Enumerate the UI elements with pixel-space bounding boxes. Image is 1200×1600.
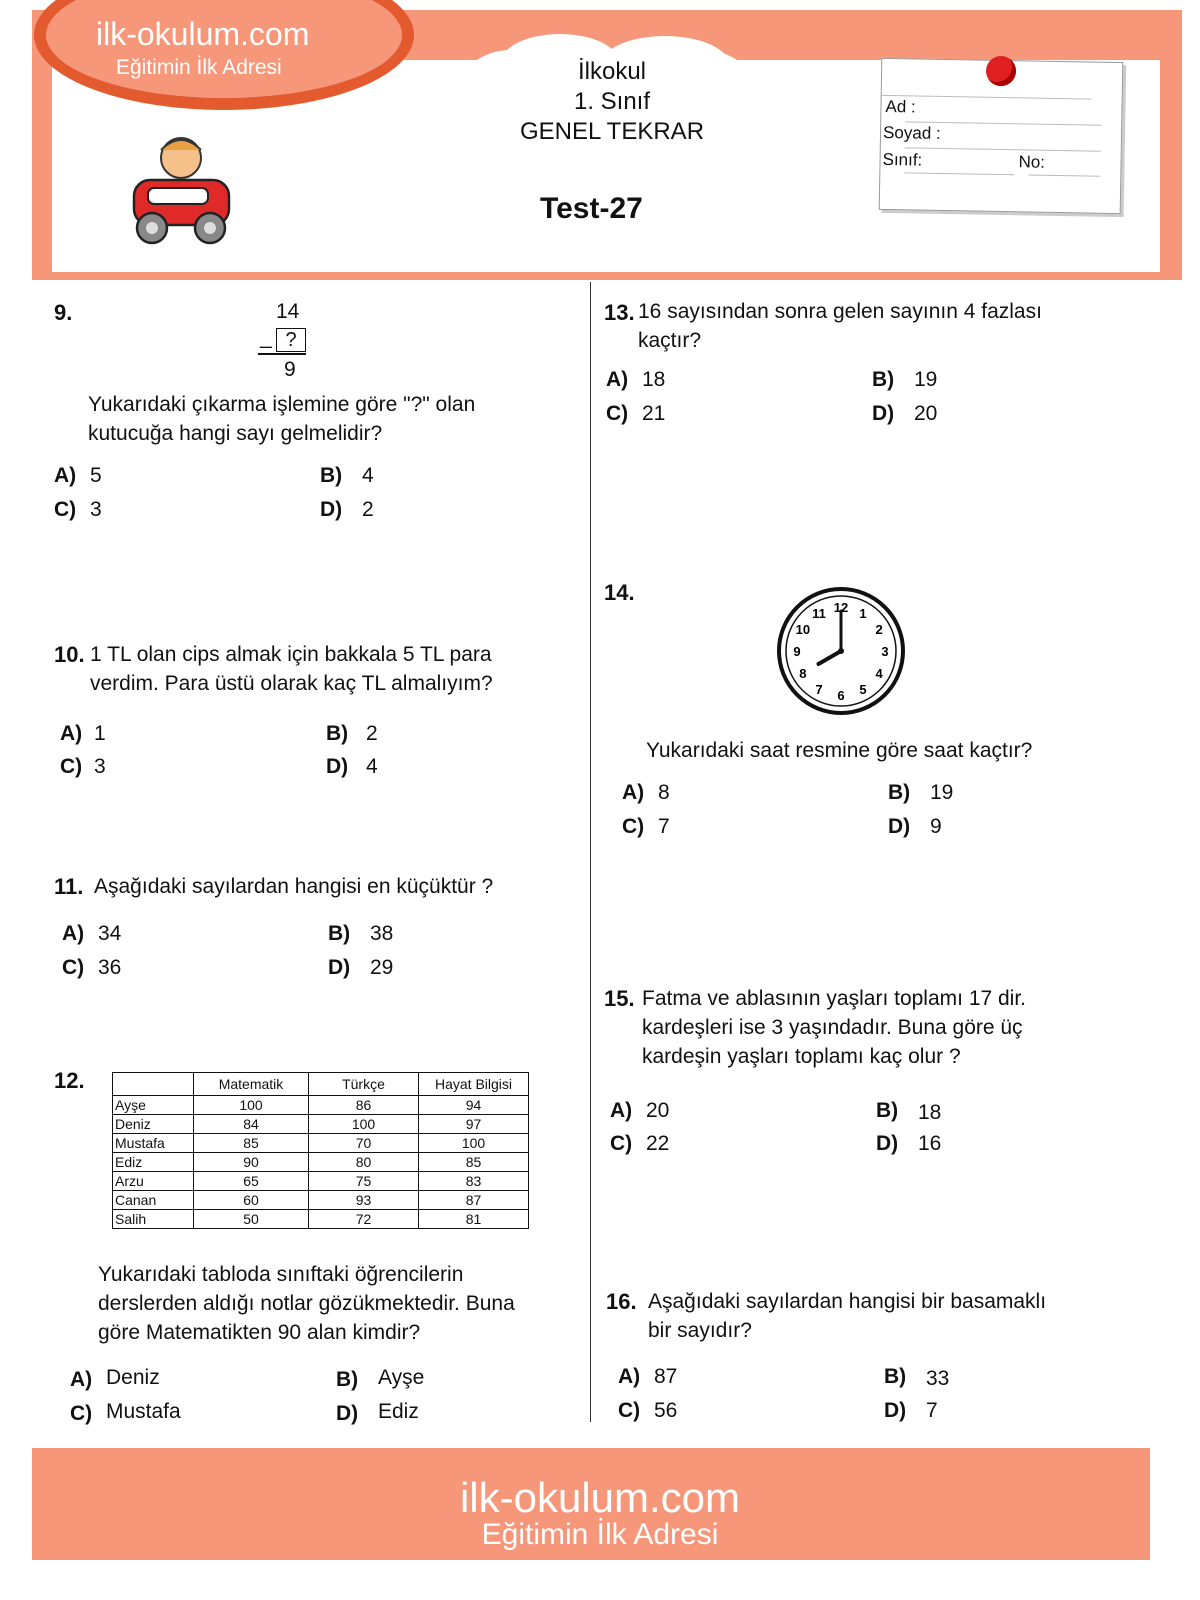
math-grade-cell: 85 [194, 1134, 309, 1153]
q16-option-c-label[interactable]: C) [618, 1399, 641, 1422]
q9-minuend: 14 [276, 300, 300, 323]
table-row [113, 1191, 529, 1210]
test-title: Test-27 [540, 192, 643, 225]
q14-option-a-label[interactable]: A) [622, 781, 645, 804]
q14-number: 14. [604, 580, 635, 605]
q16-option-b[interactable]: 33 [926, 1367, 950, 1390]
math-grade-cell: 90 [194, 1153, 309, 1172]
q10-option-b-label[interactable]: B) [326, 722, 349, 745]
turkish-grade-cell: 100 [309, 1115, 419, 1134]
q15-option-a[interactable]: 20 [646, 1099, 670, 1122]
life-science-grade-cell: 97 [419, 1115, 529, 1134]
q16-option-a-label[interactable]: A) [618, 1365, 641, 1388]
cloud-grade: 1. Sınıf [573, 88, 651, 115]
q12-option-b[interactable]: Ayşe [378, 1366, 425, 1389]
q12-option-d-label[interactable]: D) [336, 1402, 359, 1425]
q9-text-line1: Yukarıdaki çıkarma işlemine göre "?" olan [88, 393, 476, 416]
turkish-grade-cell: 86 [309, 1096, 419, 1115]
clock-number: 3 [881, 644, 889, 659]
q10-number: 10. [54, 642, 85, 667]
q12-number: 12. [54, 1068, 85, 1093]
student-name-cell: Ayşe [113, 1096, 194, 1115]
clock-number: 9 [793, 644, 801, 659]
life-science-grade-cell: 81 [419, 1210, 529, 1229]
table-header-cell [113, 1073, 194, 1096]
thought-puff [420, 142, 464, 170]
q10-option-a-label[interactable]: A) [60, 722, 83, 745]
student-name-cell: Deniz [113, 1115, 194, 1134]
table-row [113, 1134, 529, 1153]
clock-number: 6 [837, 688, 845, 703]
q12-text-line1: Yukarıdaki tabloda sınıftaki öğrencilerin [98, 1263, 464, 1286]
table-header-cell: Hayat Bilgisi [419, 1073, 529, 1096]
grades-table [112, 1072, 529, 1229]
q15-text-line1: Fatma ve ablasının yaşları toplamı 17 dir. [642, 987, 1027, 1010]
q11-number: 11. [54, 874, 84, 899]
table-row [113, 1096, 529, 1115]
clock-number: 12 [833, 600, 849, 615]
q13-option-d[interactable]: 20 [914, 402, 938, 425]
q16-option-c[interactable]: 56 [654, 1399, 678, 1422]
q15-option-a-label[interactable]: A) [610, 1099, 633, 1122]
clock-illustration [774, 584, 908, 718]
q15-option-d-label[interactable]: D) [876, 1132, 899, 1155]
logo-slogan: Eğitimin İlk Adresi [116, 56, 282, 79]
q11-option-d-label[interactable]: D) [328, 956, 351, 979]
q14-option-d[interactable]: 9 [930, 815, 942, 838]
q11-option-c-label[interactable]: C) [62, 956, 85, 979]
q16-option-a[interactable]: 87 [654, 1365, 678, 1388]
q13-option-b-label[interactable]: B) [872, 368, 895, 391]
note-soyad-label: Soyad : [882, 122, 941, 143]
column-divider [590, 282, 591, 1422]
student-name-cell: Ediz [113, 1153, 194, 1172]
q9-option-d[interactable]: 2 [362, 498, 374, 521]
q15-option-c-label[interactable]: C) [610, 1132, 633, 1155]
thought-puff [240, 212, 258, 224]
turkish-grade-cell: 80 [309, 1153, 419, 1172]
thought-puff [330, 166, 364, 188]
q14-option-d-label[interactable]: D) [888, 815, 911, 838]
student-name-cell: Salih [113, 1210, 194, 1229]
turkish-grade-cell: 72 [309, 1210, 419, 1229]
clock-number: 4 [875, 666, 883, 681]
q15-text-line2: kardeşleri ise 3 yaşındadır. Buna göre üç [642, 1016, 1023, 1039]
note-line [905, 147, 1101, 151]
clock-number: 5 [859, 682, 867, 698]
clock-number: 1 [859, 605, 867, 621]
q10-option-c[interactable]: 3 [94, 755, 106, 778]
clock-center [838, 648, 844, 654]
footer-slogan: Eğitimin İlk Adresi [481, 1518, 719, 1551]
math-grade-cell: 65 [194, 1172, 309, 1191]
thought-puff [262, 196, 286, 212]
life-science-grade-cell: 83 [419, 1172, 529, 1191]
q11-option-a-label[interactable]: A) [62, 922, 85, 945]
q13-option-b[interactable]: 19 [914, 368, 938, 391]
turkish-grade-cell: 70 [309, 1134, 419, 1153]
q10-option-c-label[interactable]: C) [60, 755, 83, 778]
life-science-grade-cell: 94 [419, 1096, 529, 1115]
q10-text-line1: 1 TL olan cips almak için bakkala 5 TL para [90, 643, 492, 666]
clock-number: 11 [812, 605, 826, 621]
q12-option-a-label[interactable]: A) [70, 1368, 93, 1391]
q13-option-c[interactable]: 21 [642, 402, 666, 425]
q9-option-c[interactable]: 3 [90, 498, 102, 521]
q16-text-line1: Aşağıdaki sayılardan hangisi bir basamaklı [648, 1290, 1047, 1313]
clock-number: 8 [799, 666, 807, 681]
q16-number: 16. [606, 1289, 637, 1314]
q13-option-a[interactable]: 18 [642, 368, 666, 391]
q10-option-b[interactable]: 2 [366, 722, 378, 745]
student-name-cell: Canan [113, 1191, 194, 1210]
q14-option-c-label[interactable]: C) [622, 815, 645, 838]
math-grade-cell: 84 [194, 1115, 309, 1134]
q10-option-a[interactable]: 1 [94, 722, 106, 745]
q16-text-line2: bir sayıdır? [648, 1319, 752, 1342]
life-science-grade-cell: 87 [419, 1191, 529, 1210]
clock-number: 2 [875, 622, 883, 637]
q11-option-d[interactable]: 29 [370, 956, 394, 979]
q12-option-c[interactable]: Mustafa [106, 1400, 181, 1423]
clock-number: 7 [815, 682, 823, 698]
table-row [113, 1115, 529, 1134]
q15-option-b-label[interactable]: B) [876, 1099, 899, 1122]
q15-option-d[interactable]: 16 [918, 1132, 942, 1155]
pushpin-icon [986, 56, 1016, 86]
q12-option-d[interactable]: Ediz [378, 1400, 419, 1423]
q12-text-line3: göre Matematikten 90 alan kimdir? [98, 1321, 421, 1344]
clock-number: 10 [795, 622, 811, 637]
q16-option-b-label[interactable]: B) [884, 1365, 907, 1388]
q9-option-c-label[interactable]: C) [54, 498, 77, 521]
table-header-row [113, 1073, 529, 1096]
math-grade-cell: 60 [194, 1191, 309, 1210]
q10-option-d[interactable]: 4 [366, 755, 378, 778]
q9-option-d-label[interactable]: D) [320, 498, 343, 521]
q15-text-line3: kardeşin yaşları toplamı kaç olur ? [642, 1045, 961, 1068]
car-illustration [126, 130, 236, 250]
q12-option-b-label[interactable]: B) [336, 1368, 359, 1391]
table-row [113, 1172, 529, 1191]
q16-option-d[interactable]: 7 [926, 1399, 938, 1422]
math-grade-cell: 100 [194, 1096, 309, 1115]
q11-option-b[interactable]: 38 [370, 922, 394, 945]
table-header-cell: Türkçe [309, 1073, 419, 1096]
student-name-cell: Mustafa [113, 1134, 194, 1153]
table-row [113, 1153, 529, 1172]
note-line [1028, 174, 1100, 176]
turkish-grade-cell: 75 [309, 1172, 419, 1191]
q9-result: 9 [284, 358, 296, 381]
note-ad-label: Ad : [885, 96, 916, 117]
q9-option-a[interactable]: 5 [90, 464, 102, 487]
q9-option-b-label[interactable]: B) [320, 464, 343, 487]
q9-option-a-label[interactable]: A) [54, 464, 77, 487]
q9-minus-sign: _ [260, 326, 272, 349]
q12-text-line2: derslerden aldığı notlar gözükmektedir. Buna [98, 1292, 515, 1315]
q14-text-line1: Yukarıdaki saat resmine göre saat kaçtır? [646, 739, 1033, 762]
q10-option-d-label[interactable]: D) [326, 755, 349, 778]
q13-text-line1: 16 sayısından sonra gelen sayının 4 fazlası [638, 300, 1042, 323]
q13-text-line2: kaçtır? [638, 329, 702, 352]
footer-site-name: ilk-okulum.com [459, 1474, 741, 1521]
q15-option-b[interactable]: 18 [918, 1101, 942, 1124]
q13-option-d-label[interactable]: D) [872, 402, 895, 425]
q9-option-b[interactable]: 4 [362, 464, 374, 487]
q11-text-line1: Aşağıdaki sayılardan hangisi en küçüktür ? [94, 875, 494, 898]
q14-option-b[interactable]: 19 [930, 781, 954, 804]
cloud-topic: GENEL TEKRAR [519, 118, 705, 145]
table-row [113, 1210, 529, 1229]
q13-number: 13. [604, 300, 635, 325]
q12-option-c-label[interactable]: C) [70, 1402, 93, 1425]
q11-option-a[interactable]: 34 [98, 922, 122, 945]
note-sinif-label: Sınıf: [882, 149, 923, 170]
table-header-cell: Matematik [194, 1073, 309, 1096]
student-name-cell: Arzu [113, 1172, 194, 1191]
note-no-label: No: [1018, 152, 1046, 172]
cloud-school-level: İlkokul [577, 58, 647, 85]
q13-option-c-label[interactable]: C) [606, 402, 629, 425]
q11-option-c[interactable]: 36 [98, 956, 122, 979]
q16-option-d-label[interactable]: D) [884, 1399, 907, 1422]
q14-option-b-label[interactable]: B) [888, 781, 911, 804]
q9-answer-box: ? [276, 328, 306, 352]
life-science-grade-cell: 85 [419, 1153, 529, 1172]
q13-option-a-label[interactable]: A) [606, 368, 629, 391]
q9-result-line [258, 353, 306, 355]
q15-number: 15. [604, 986, 635, 1011]
q9-text-line2: kutucuğa hangi sayı gelmelidir? [88, 422, 383, 445]
logo-site-name: ilk-okulum.com [96, 16, 310, 52]
turkish-grade-cell: 93 [309, 1191, 419, 1210]
math-grade-cell: 50 [194, 1210, 309, 1229]
q11-option-b-label[interactable]: B) [328, 922, 351, 945]
note-line [904, 172, 1014, 175]
q10-text-line2: verdim. Para üstü olarak kaç TL almalıyım? [90, 672, 493, 695]
life-science-grade-cell: 100 [419, 1134, 529, 1153]
q14-option-c[interactable]: 7 [658, 815, 670, 838]
thought-puff [372, 154, 412, 180]
q12-option-a[interactable]: Deniz [106, 1366, 160, 1389]
q14-option-a[interactable]: 8 [658, 781, 670, 804]
q9-number: 9. [54, 300, 73, 325]
q15-option-c[interactable]: 22 [646, 1132, 670, 1155]
thought-puff [292, 180, 322, 200]
